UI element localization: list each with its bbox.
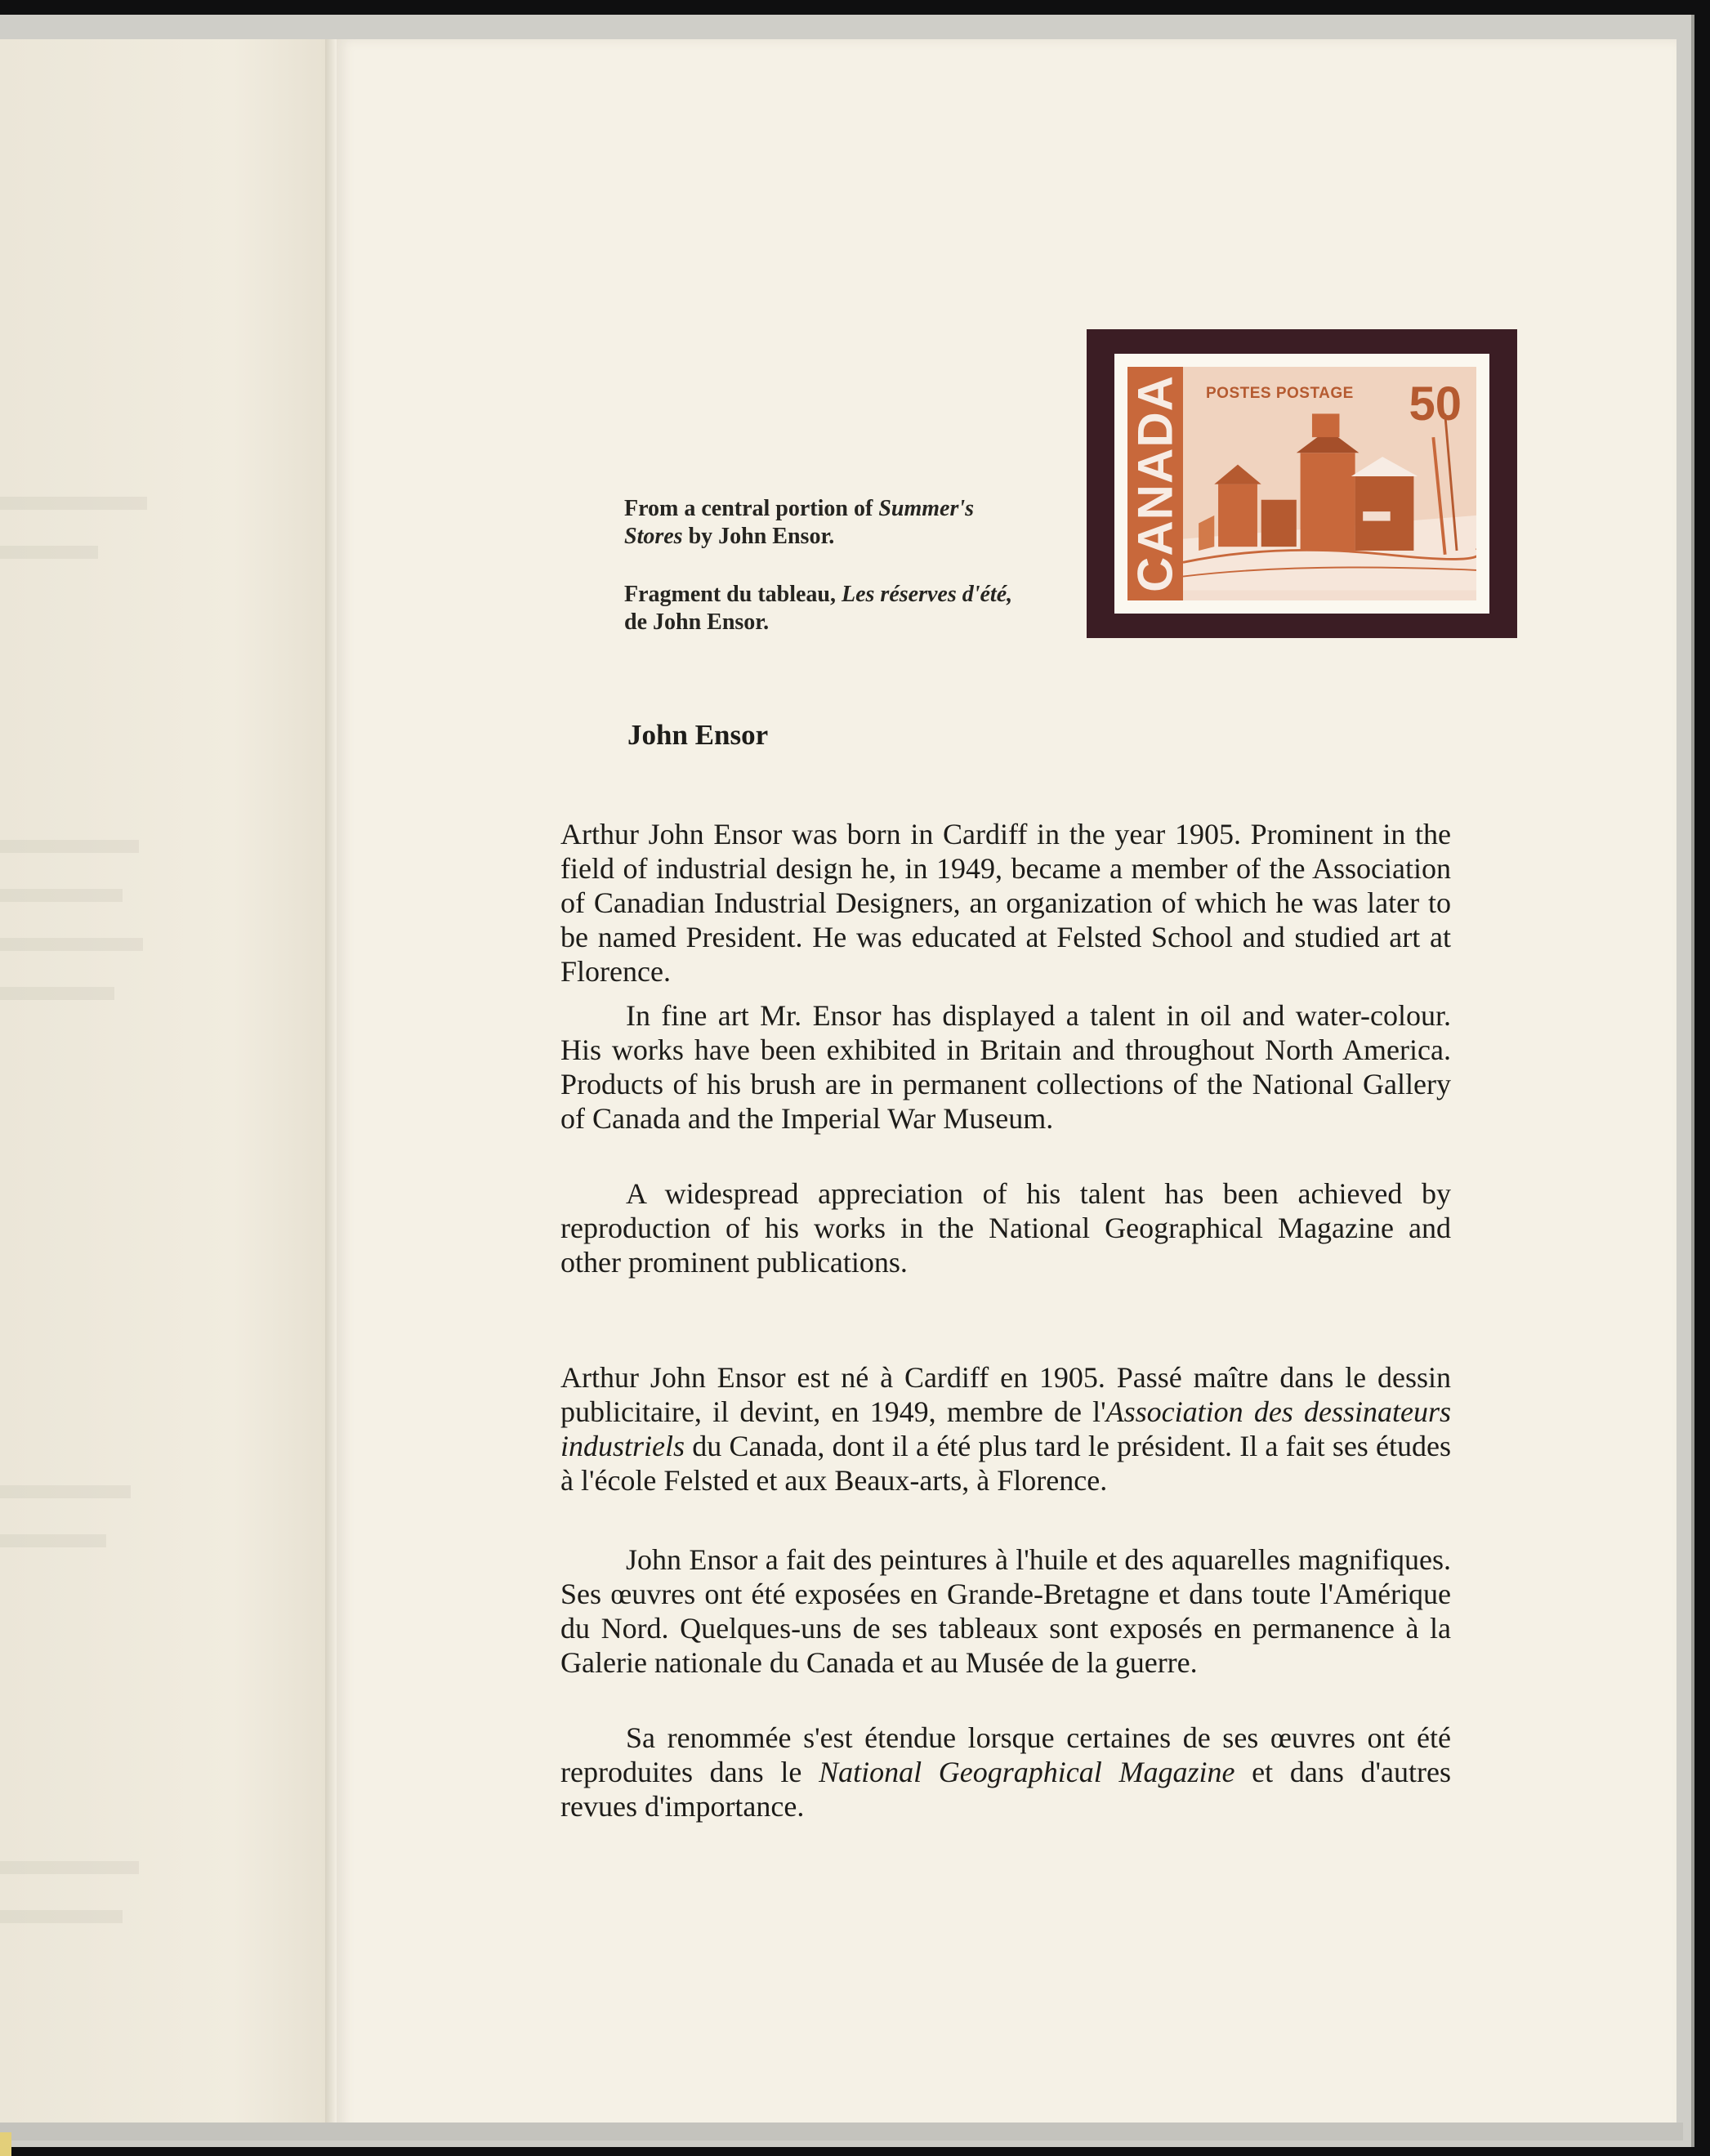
caption-english-text-end: by John Ensor. xyxy=(682,524,835,549)
show-through-text xyxy=(0,1861,139,1874)
caption-english-title: Summer's Stores xyxy=(624,496,975,549)
stamp-design xyxy=(1127,367,1476,600)
bookmark-tab xyxy=(0,2132,11,2156)
caption-french-title: Les réserves d'été, xyxy=(842,582,1013,607)
english-paragraph-3: A widespread appreciation of his talent has been achieved by reproduction of his works in the National Geographical Magazine and other prominent publications. xyxy=(560,1177,1451,1279)
french-paragraph-2: John Ensor a fait des peintures à l'huile et des aquarelles magnifiques. Ses œuvres ont été exposées en Grande-Bretagne et dans toute l'Amérique du Nord. Quelques-uns de ses tableaux sont exposés en permanence à la Galerie nationale du Canada et au Musée de la guerre. xyxy=(560,1543,1451,1679)
show-through-text xyxy=(0,497,147,510)
french-paragraph-3-text-end: et dans d'autres revues d'importance. xyxy=(560,1756,1451,1823)
stamp-denomination: 50 xyxy=(1409,377,1462,431)
page-title: John Ensor xyxy=(627,719,769,751)
caption-english xyxy=(624,495,1033,551)
show-through-text xyxy=(0,1485,131,1498)
cover-bottom-edge xyxy=(0,2123,1683,2140)
postage-stamp xyxy=(1114,354,1489,614)
show-through-text xyxy=(0,1910,123,1923)
show-through-text xyxy=(0,1534,106,1547)
left-page xyxy=(0,39,333,2140)
show-through-text xyxy=(0,987,114,1000)
show-through-text xyxy=(0,546,98,559)
caption-english-text: From a central portion of xyxy=(624,496,879,521)
french-paragraph-1 xyxy=(560,1360,1451,1498)
caption-french-text: Fragment du tableau, xyxy=(624,582,842,607)
english-paragraph-2: In fine art Mr. Ensor has displayed a talent in oil and water-colour. His works have been exhibited in Britain and throughout North America. Products of his brush are in permanent collections of the National Gallery of Canada and the Imperial War Museum. xyxy=(560,999,1451,1135)
stamp-mount xyxy=(1087,329,1517,638)
french-paragraph-3-text: Sa renommée s'est étendue lorsque certaines de ses œuvres ont été reproduites dans le xyxy=(560,1721,1451,1788)
french-paragraph-1-text: Arthur John Ensor est né à Cardiff en 1905. Passé maître dans le dessin publicitaire, il devint, en 1949, membre de l' xyxy=(560,1361,1451,1428)
french-paragraph-1-italic: Association des dessinateurs industriels xyxy=(560,1395,1451,1462)
caption-french-text-end: de John Ensor. xyxy=(624,609,770,635)
stamp-postes-label: POSTES POSTAGE xyxy=(1206,385,1354,402)
english-paragraph-1: Arthur John Ensor was born in Cardiff in the year 1905. Prominent in the field of industrial design he, in 1949, became a member of the Association of Canadian Industrial Designers, an organization of which he was later to be named President. He was educated at Felsted School and studied art at Florence. xyxy=(560,818,1451,988)
french-paragraph-3-italic: National Geographical Magazine xyxy=(819,1756,1235,1788)
show-through-text xyxy=(0,938,143,951)
stamp-country: CANADA xyxy=(1127,375,1183,592)
caption-french xyxy=(624,581,1033,636)
stamp-country-band xyxy=(1127,367,1183,600)
french-paragraph-3 xyxy=(560,1721,1451,1823)
show-through-text xyxy=(0,840,139,853)
show-through-text xyxy=(0,889,123,902)
french-paragraph-1-text-end: du Canada, dont il a été plus tard le président. Il a fait ses études à l'école Felsted et aux Beaux-arts, à Florence. xyxy=(560,1430,1451,1497)
